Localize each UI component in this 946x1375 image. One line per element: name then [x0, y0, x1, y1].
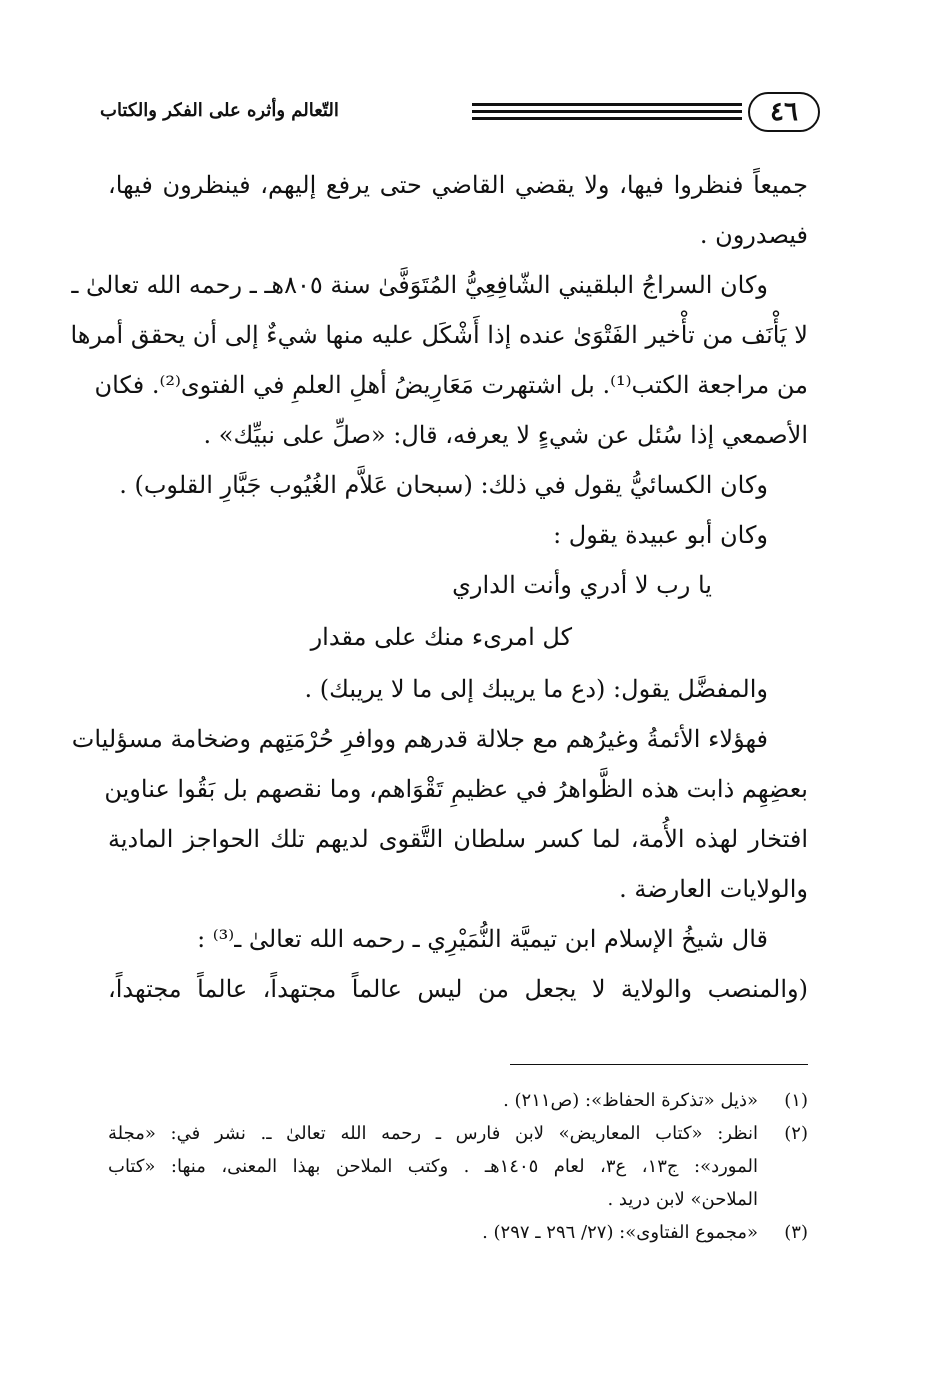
- text-line: وكان السراجُ البلقيني الشّافِعِيُّ المُتَوَفَّىٰ سنة ٨٠٥هـ ـ رحمه الله تعالىٰ ـ: [71, 271, 768, 299]
- text-line: افتخار لهذه الأُمة، لما كسر سلطان التَّقوى لديهم تلك الحواجز المادية: [108, 825, 808, 853]
- text-line: فهؤلاء الأئمةُ وغيرُهم مع جلالة قدرهم ووافرِ حُرْمَتِهم وضخامة مسؤليات: [71, 725, 768, 753]
- footnote-text: انظر: «كتاب المعاريض» لابن فارس ـ رحمه الله تعالىٰ ـ. نشر في: «مجلة: [108, 1123, 758, 1144]
- footnote: [108, 1216, 808, 1249]
- footnote-number: (٣): [784, 1222, 808, 1243]
- footnote-number: (١): [784, 1090, 808, 1111]
- footnote-number: (٢): [784, 1123, 808, 1144]
- header-rule-line: [472, 103, 742, 106]
- header-rule: [472, 103, 742, 124]
- header-rule-line: [472, 117, 742, 120]
- verse-line: كل امرىء منك على مقدار: [310, 623, 572, 651]
- footnote-text: «مجموع الفتاوى»: (٢٧/ ٢٩٦ ـ ٢٩٧) .: [482, 1222, 758, 1243]
- footnote-text: المورد»: ج١٣، ع٣، لعام ١٤٠٥هـ . وكتب الملاحن بهذا المعنى، منها: «كتاب: [108, 1156, 758, 1177]
- text-line: (والمنصب والولاية لا يجعل من ليس عالماً مجتهداً، عالماً مجتهداً،: [108, 975, 808, 1003]
- text-line: والمفضَّل يقول: (دع ما يريبك إلى ما لا يريبك) .: [304, 675, 768, 703]
- text-line: من مراجعة الكتب⁽¹⁾. بل اشتهرت مَعَارِيضُ أهلِ العلمِ في الفتوى⁽²⁾. فكان: [94, 371, 808, 399]
- header-rule-line: [472, 110, 742, 113]
- page-number: ٤٦: [748, 92, 820, 132]
- text-line: وكان أبو عبيدة يقول :: [553, 521, 768, 549]
- text-line: لا يَأْنَف من تأْخير الفَتْوَىٰ عنده إذا أَشْكَل عليه منها شيءٌ إلى أن يحقق أمرها: [70, 321, 808, 349]
- page-header: [100, 92, 820, 132]
- footnote: [108, 1084, 808, 1117]
- text-line: فيصدرون .: [699, 221, 808, 249]
- main-text: [70, 160, 808, 1014]
- footnote-text: الملاحن» لابن دريد .: [607, 1189, 758, 1210]
- footnote-text: «ذيل «تذكرة الحفاظ»: (ص٢١١) .: [503, 1090, 758, 1111]
- text-line: الأصمعي إذا سُئل عن شيءٍ لا يعرفه، قال: «صلِّ على نبيِّك» .: [203, 421, 808, 449]
- running-title: التّعالم وأثره على الفكر والكتاب: [100, 100, 339, 121]
- text-line: قال شيخُ الإسلام ابن تيميَّة النُّمَيْرِي ـ رحمه الله تعالىٰ ـ⁽³⁾ :: [197, 925, 768, 953]
- text-line: بعضِهِم ذابت هذه الظَّواهرُ في عظيمِ تَقْوَاهم، وما نقصهم بل بَقُوا عناوين: [104, 775, 808, 803]
- text-line: وكان الكسائيُّ يقول في ذلك: (سبحان عَلاَّم الغُيُوب جَبَّارِ القلوب) .: [119, 471, 768, 499]
- footnote-separator: [510, 1064, 808, 1065]
- footnote: [108, 1117, 808, 1216]
- text-line: والولايات العارضة .: [619, 875, 808, 903]
- footnotes: [108, 1084, 808, 1249]
- verse-line: يا رب لا أدري وأنت الداري: [452, 571, 712, 599]
- text-line: جميعاً فنظروا فيها، ولا يقضي القاضي حتى يرفع إليهم، فينظرون فيها،: [108, 171, 808, 199]
